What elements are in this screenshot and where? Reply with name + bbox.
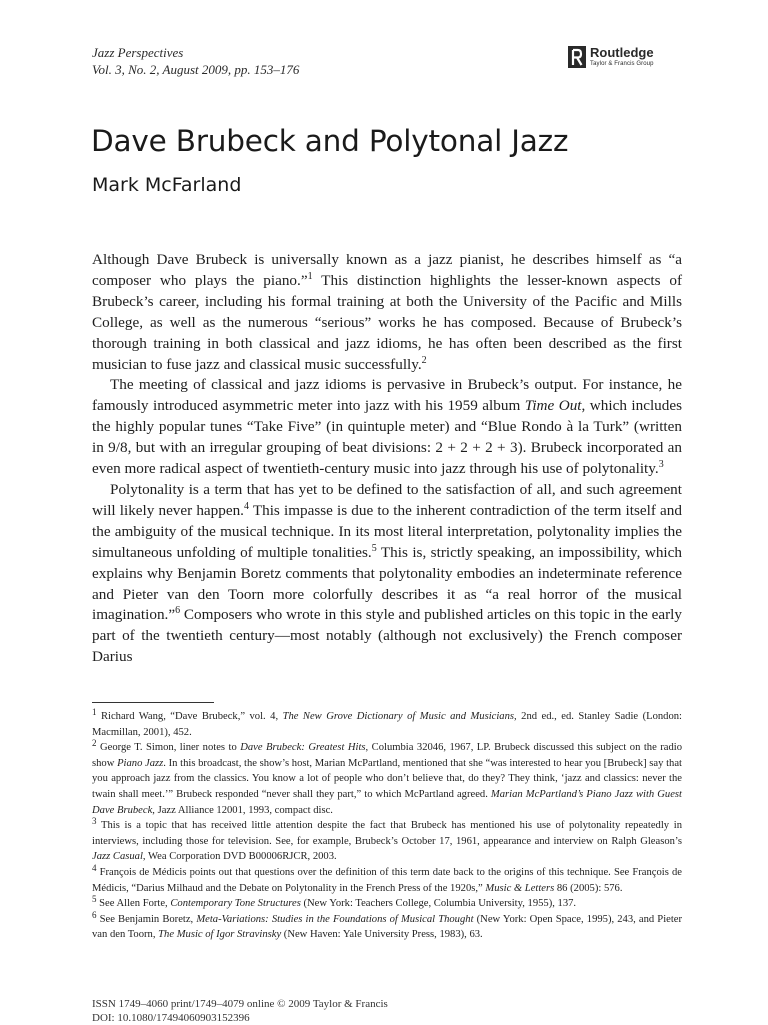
footnote-ref[interactable]: 5 (371, 542, 377, 554)
footnote-italic: Jazz Casual (92, 851, 143, 863)
body-text: Composers who wrote in this style and published articles on this topic in the early part of the twentieth century—most notably (although not exclusively) the French composer Darius (92, 606, 682, 666)
doi-link[interactable]: DOI: 10.1080/17494060903152396 (92, 1012, 250, 1024)
footnote-text: , Jazz Alliance 12001, 1993, compact disc. (152, 804, 333, 816)
body-text: Although Dave Brubeck is universally known as a jazz pianist, he describes himself as “a composer who plays the piano.” (92, 251, 682, 289)
footnote-text: George T. Simon, liner notes to (96, 742, 241, 754)
footnote-4 (92, 862, 682, 896)
article-title: Dave Brubeck and Polytonal Jazz (91, 124, 569, 158)
footnote-text: This is a topic that has received little attention despite the fact that Brubeck has mentioned his use of polytonality repeatedly in interviews, including those for television. See, for example, Brubeck’s October 17, 1961, appearance and interview on Ralph Gleason’s (92, 820, 682, 847)
footnote-text: See Benjamin Boretz, (96, 913, 197, 925)
journal-citation: Vol. 3, No. 2, August 2009, pp. 153–176 (92, 62, 300, 77)
footnote-5 (92, 896, 682, 912)
publisher-name: Routledge (590, 45, 654, 60)
body-text: This is, strictly speaking, an impossibility, which explains why Benjamin Boretz comments that polytonality embodies an indeterminate reference and Pieter van den Toorn more colorfully describes it as “a real horror of the musical imagination.” (92, 543, 682, 624)
footnote-number: 3 (92, 816, 97, 827)
footnote-text: (New Haven: Yale University Press, 1983), 63. (281, 929, 483, 941)
footnote-ref[interactable]: 2 (421, 354, 427, 366)
footnote-italic: Dave Brubeck: Greatest Hits (240, 742, 366, 754)
footnote-text: 2nd ed., ed. Stanley Sadie (London: Macmillan, 2001), 452. (92, 711, 682, 738)
footnote-italic: The New Grove Dictionary of Music and Musicians, (282, 711, 517, 722)
footnote-text: . In this broadcast, the show’s host, Marian McPartland, mentioned that she “was interested to hear you [Brubeck] say that you approach jazz from the classics. You know a lot of people who don’t believe that, do they? They think, ‘jazz and classics: never the twain shall meet.’” Brubeck responded “never shall they part,” to which McPartland agreed. (92, 757, 682, 800)
body-text: , which includes the highly popular tunes “Take Five” (in quintuple meter) and “Blue Rondo à la Turk” (written in 9/8, but with an irregular grouping of beat divisions: 2 + 2 + 2 + 3). Brubeck incorporated an even more radical aspect of twentieth-century music into jazz through his use of polytonality. (92, 397, 682, 478)
publication-info (92, 997, 388, 1025)
publisher-text (590, 46, 654, 68)
footnote-number: 4 (92, 862, 97, 873)
footnote-italic: Piano Jazz (117, 757, 164, 769)
footnote-italic: Meta-Variations: Studies in the Foundations of Musical Thought (196, 913, 474, 925)
journal-info (92, 44, 299, 78)
journal-name: Jazz Perspectives (92, 45, 184, 60)
publisher-group: Taylor & Francis Group (590, 61, 654, 67)
footnote-italic: The Music of Igor Stravinsky (158, 929, 282, 941)
body-paragraph (92, 250, 682, 375)
issn-line: ISSN 1749–4060 print/1749–4079 online © 2009 Taylor & Francis (92, 998, 388, 1010)
article-author: Mark McFarland (92, 174, 242, 196)
footnote-number: 6 (92, 909, 97, 920)
footnotes (92, 709, 682, 943)
footnote-text: See Allen Forte, (96, 898, 171, 910)
footnote-3 (92, 818, 682, 865)
footnote-ref[interactable]: 4 (243, 500, 249, 512)
footnote-number: 5 (92, 894, 97, 905)
body-text: The meeting of classical and jazz idioms is pervasive in Brubeck’s output. For instance, he famously introduced asymmetric meter into jazz with his 1959 album (92, 376, 682, 415)
publisher-block (568, 46, 654, 68)
footnote-italic: Music & Letters (485, 882, 555, 894)
footnote-italic: Contemporary Tone Structures (170, 898, 301, 910)
footnote-text: , Wea Corporation DVD B00006RJCR, 2003. (142, 851, 337, 863)
album-title: Time Out (524, 397, 582, 415)
footnote-text: 86 (2005): 576. (554, 882, 623, 894)
footnote-text: (New York: Teachers College, Columbia University, 1955), 137. (300, 898, 577, 910)
body-text: This distinction highlights the lesser-known aspects of Brubeck’s career, including his formal training at both the University of the Pacific and Mills College, as well as the numerous “serious” works he has composed. Because of Brubeck’s thorough training in both classical and jazz idioms, he has often been described as the first musician to fuse jazz and classical music successfully. (92, 271, 682, 373)
footnote-italic: Marian McPartland’s Piano Jazz with Guest Dave Brubeck (92, 788, 682, 816)
body-text: Polytonality is a term that has yet to be defined to the satisfaction of all, and such agreement will likely never happen. (92, 480, 682, 519)
footnote-text: François de Médicis points out that questions over the definition of this term date back to the origins of this technique. See François de Médicis, “Darius Milhaud and the Debate on Polytonality in the French Press of the 1920s,” (92, 866, 682, 894)
body-paragraph (92, 480, 682, 668)
footnote-text: Richard Wang, “Dave Brubeck,” vol. 4, (96, 711, 283, 722)
routledge-logo-icon (568, 46, 586, 68)
footnote-text: (New York: Open Space, 1995), 243, and Pieter van den Toorn, (92, 913, 683, 941)
article-body (92, 250, 682, 668)
footnote-2 (92, 740, 682, 818)
footnote-ref[interactable]: 6 (175, 605, 181, 617)
footnote-text: , Columbia 32046, 1967, LP. Brubeck discussed this subject on the radio show (92, 742, 683, 769)
footnote-ref[interactable]: 1 (307, 270, 313, 282)
footnote-6 (92, 909, 683, 943)
footnote-number: 1 (92, 707, 97, 717)
body-paragraph (92, 375, 682, 480)
footnote-ref[interactable]: 3 (658, 459, 664, 471)
body-text: This impasse is due to the inherent contradiction of the term itself and the ambiguity of the musical technique. In its most literal interpretation, polytonality implies the simultaneous unfolding of multiple tonalities. (92, 501, 682, 561)
footnote-1 (92, 709, 682, 740)
footnote-number: 2 (92, 738, 97, 749)
footnote-divider (92, 702, 214, 703)
